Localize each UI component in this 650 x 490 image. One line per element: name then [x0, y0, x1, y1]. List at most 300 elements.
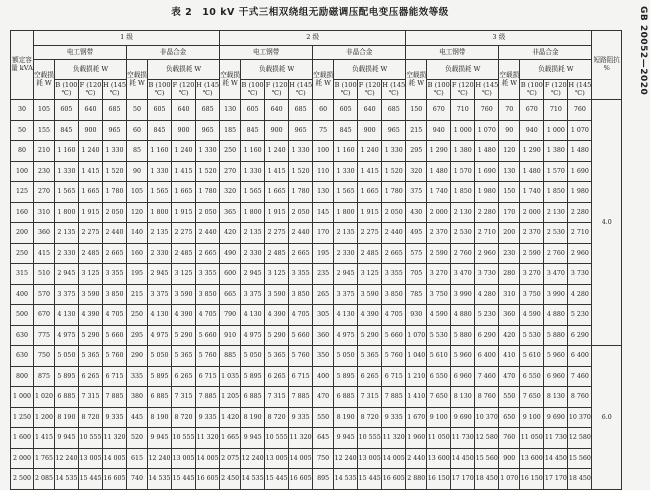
loss-value-cell: 1 765: [34, 448, 55, 469]
loss-value-cell: 1 160: [334, 141, 358, 162]
loss-value-cell: 100: [313, 141, 334, 162]
insulation-h-header: H (145 ℃): [382, 80, 406, 100]
loss-value-cell: 10 555: [358, 428, 382, 449]
grade-header: 1 级: [34, 31, 220, 46]
loss-value-cell: 9 335: [103, 407, 127, 428]
loss-value-cell: 1 565: [147, 182, 171, 203]
insulation-f-header: F (120 ℃): [172, 80, 196, 100]
loss-value-cell: 6 715: [196, 366, 220, 387]
loss-value-cell: 1 665: [220, 428, 241, 449]
loss-value-cell: 85: [127, 141, 148, 162]
loss-value-cell: 17 170: [451, 469, 475, 490]
loss-value-cell: 750: [34, 346, 55, 367]
loss-value-cell: 1 780: [196, 182, 220, 203]
loss-value-cell: 9 335: [382, 407, 406, 428]
loss-value-cell: 1 160: [147, 141, 171, 162]
loss-value-cell: 1 210: [406, 366, 427, 387]
loss-value-cell: 5 530: [427, 325, 451, 346]
loss-value-cell: 60: [313, 100, 334, 121]
loss-value-cell: 12 240: [147, 448, 171, 469]
loss-value-cell: 1 520: [382, 161, 406, 182]
material-amorphous-header: 非晶合金: [127, 46, 220, 60]
loss-value-cell: 8 720: [78, 407, 102, 428]
capacity-cell: 250: [11, 243, 34, 264]
loss-value-cell: 1 670: [406, 407, 427, 428]
loss-value-cell: 16 150: [427, 469, 451, 490]
loss-value-cell: 16 605: [382, 469, 406, 490]
loss-value-cell: 3 850: [289, 284, 313, 305]
loss-value-cell: 490: [220, 243, 241, 264]
loss-value-cell: 13 600: [520, 448, 544, 469]
loss-value-cell: 650: [499, 407, 520, 428]
loss-value-cell: 4 590: [427, 305, 451, 326]
loss-value-cell: 2 130: [451, 202, 475, 223]
loss-value-cell: 3 730: [475, 264, 499, 285]
loss-value-cell: 3 470: [451, 264, 475, 285]
loss-value-cell: 6 400: [475, 346, 499, 367]
loss-value-cell: 1 000: [544, 120, 568, 141]
loss-value-cell: 155: [34, 120, 55, 141]
loss-value-cell: 670: [520, 100, 544, 121]
table-row: [11, 346, 622, 367]
insulation-b-header: B (100 ℃): [241, 80, 265, 100]
loss-value-cell: 3 125: [265, 264, 289, 285]
loss-value-cell: 8 190: [334, 407, 358, 428]
loss-value-cell: 750: [313, 448, 334, 469]
loss-value-cell: 270: [220, 161, 241, 182]
loss-value-cell: 16 150: [520, 469, 544, 490]
loss-value-cell: 845: [334, 120, 358, 141]
loss-value-cell: 2 330: [54, 243, 78, 264]
no-load-loss-header: 空载损耗 W: [34, 60, 55, 100]
loss-value-cell: 15 445: [265, 469, 289, 490]
loss-value-cell: 280: [499, 264, 520, 285]
loss-value-cell: 5 660: [289, 325, 313, 346]
insulation-f-header: F (120 ℃): [451, 80, 475, 100]
loss-value-cell: 215: [406, 120, 427, 141]
loss-value-cell: 1 330: [382, 141, 406, 162]
loss-value-cell: 1 800: [334, 202, 358, 223]
loss-value-cell: 6 885: [241, 387, 265, 408]
loss-value-cell: 8 760: [475, 387, 499, 408]
loss-value-cell: 7 650: [520, 387, 544, 408]
loss-value-cell: 1 915: [358, 202, 382, 223]
no-load-loss-header: 空载损耗 W: [499, 60, 520, 100]
loss-value-cell: 2 275: [172, 223, 196, 244]
loss-value-cell: 7 315: [172, 387, 196, 408]
loss-value-cell: 1 480: [568, 141, 592, 162]
loss-value-cell: 105: [34, 100, 55, 121]
loss-value-cell: 6 400: [568, 346, 592, 367]
loss-value-cell: 360: [499, 305, 520, 326]
loss-value-cell: 2 530: [544, 223, 568, 244]
material-cu-header: 电工钢带: [34, 46, 127, 60]
loss-value-cell: 3 270: [427, 264, 451, 285]
loss-value-cell: 50: [127, 100, 148, 121]
loss-value-cell: 5 895: [147, 366, 171, 387]
loss-value-cell: 7 460: [475, 366, 499, 387]
loss-value-cell: 790: [220, 305, 241, 326]
loss-value-cell: 1 205: [220, 387, 241, 408]
capacity-cell: 400: [11, 284, 34, 305]
loss-value-cell: 7 460: [568, 366, 592, 387]
loss-value-cell: 3 355: [382, 264, 406, 285]
loss-value-cell: 5 365: [358, 346, 382, 367]
loss-value-cell: 900: [358, 120, 382, 141]
loss-value-cell: 230: [34, 161, 55, 182]
loss-value-cell: 1 330: [147, 161, 171, 182]
loss-value-cell: 1 480: [427, 161, 451, 182]
loss-value-cell: 2 330: [241, 243, 265, 264]
loss-value-cell: 5 880: [451, 325, 475, 346]
loss-value-cell: 1 290: [520, 141, 544, 162]
loss-value-cell: 445: [127, 407, 148, 428]
loss-value-cell: 15 560: [475, 448, 499, 469]
insulation-b-header: B (100 ℃): [520, 80, 544, 100]
loss-value-cell: 2 590: [520, 243, 544, 264]
loss-value-cell: 14 535: [334, 469, 358, 490]
loss-value-cell: 2 085: [34, 469, 55, 490]
table-row: [11, 243, 622, 264]
loss-value-cell: 3 375: [54, 284, 78, 305]
loss-value-cell: 845: [241, 120, 265, 141]
loss-value-cell: 9 690: [451, 407, 475, 428]
loss-value-cell: 14 005: [289, 448, 313, 469]
insulation-b-header: B (100 ℃): [427, 80, 451, 100]
loss-value-cell: 5 290: [172, 325, 196, 346]
table-row: [11, 325, 622, 346]
loss-value-cell: 900: [499, 448, 520, 469]
loss-value-cell: 11 050: [520, 428, 544, 449]
loss-value-cell: 2 275: [78, 223, 102, 244]
loss-value-cell: 2 960: [475, 243, 499, 264]
loss-value-cell: 2 135: [241, 223, 265, 244]
loss-value-cell: 1 330: [103, 141, 127, 162]
loss-value-cell: 14 535: [241, 469, 265, 490]
loss-value-cell: 2 960: [568, 243, 592, 264]
loss-value-cell: 4 390: [358, 305, 382, 326]
loss-value-cell: 4 130: [147, 305, 171, 326]
loss-value-cell: 295: [406, 141, 427, 162]
loss-value-cell: 6 265: [78, 366, 102, 387]
capacity-cell: 1 250: [11, 407, 34, 428]
loss-value-cell: 900: [78, 120, 102, 141]
loss-value-cell: 6 550: [427, 366, 451, 387]
loss-value-cell: 1 290: [427, 141, 451, 162]
loss-value-cell: 5 290: [78, 325, 102, 346]
loss-value-cell: 900: [265, 120, 289, 141]
loss-value-cell: 14 450: [544, 448, 568, 469]
loss-value-cell: 5 760: [196, 346, 220, 367]
loss-value-cell: 11 320: [289, 428, 313, 449]
loss-value-cell: 2 370: [427, 223, 451, 244]
loss-value-cell: 2 760: [451, 243, 475, 264]
loss-value-cell: 18 450: [568, 469, 592, 490]
loss-value-cell: 9 335: [289, 407, 313, 428]
loss-value-cell: 8 720: [172, 407, 196, 428]
loss-value-cell: 4 880: [451, 305, 475, 326]
loss-value-cell: 1 420: [220, 407, 241, 428]
table-row: [11, 141, 622, 162]
loss-value-cell: 11 730: [544, 428, 568, 449]
capacity-cell: 1 600: [11, 428, 34, 449]
loss-value-cell: 415: [34, 243, 55, 264]
loss-value-cell: 380: [127, 387, 148, 408]
table-row: [11, 428, 622, 449]
loss-value-cell: 145: [313, 202, 334, 223]
loss-value-cell: 2 050: [289, 202, 313, 223]
loss-value-cell: 2 530: [451, 223, 475, 244]
loss-value-cell: 685: [289, 100, 313, 121]
loss-value-cell: 295: [127, 325, 148, 346]
loss-value-cell: 250: [220, 141, 241, 162]
loss-value-cell: 6 290: [568, 325, 592, 346]
loss-value-cell: 4 705: [103, 305, 127, 326]
loss-value-cell: 7 650: [427, 387, 451, 408]
loss-value-cell: 2 370: [520, 223, 544, 244]
loss-value-cell: 1 415: [358, 161, 382, 182]
loss-value-cell: 550: [313, 407, 334, 428]
loss-value-cell: 1 740: [520, 182, 544, 203]
loss-value-cell: 5 660: [382, 325, 406, 346]
material-amorphous-header: 非晶合金: [313, 46, 406, 60]
loss-value-cell: 760: [499, 428, 520, 449]
loss-value-cell: 5 960: [544, 346, 568, 367]
loss-value-cell: 290: [127, 346, 148, 367]
loss-value-cell: 1 160: [241, 141, 265, 162]
loss-value-cell: 5 760: [382, 346, 406, 367]
loss-value-cell: 1 665: [265, 182, 289, 203]
loss-value-cell: 760: [568, 100, 592, 121]
loss-value-cell: 230: [499, 243, 520, 264]
loss-value-cell: 6 885: [334, 387, 358, 408]
loss-value-cell: 2 135: [334, 223, 358, 244]
rated-capacity-header: 额定容量 kVA: [11, 31, 34, 100]
loss-value-cell: 575: [406, 243, 427, 264]
loss-value-cell: 2 440: [103, 223, 127, 244]
loss-value-cell: 235: [313, 264, 334, 285]
efficiency-table: [10, 30, 622, 490]
loss-value-cell: 4 880: [544, 305, 568, 326]
loss-value-cell: 5 050: [54, 346, 78, 367]
loss-value-cell: 4 390: [265, 305, 289, 326]
loss-value-cell: 1 915: [172, 202, 196, 223]
loss-value-cell: 495: [406, 223, 427, 244]
loss-value-cell: 5 050: [241, 346, 265, 367]
loss-value-cell: 9 945: [241, 428, 265, 449]
loss-value-cell: 6 885: [54, 387, 78, 408]
loss-value-cell: 2 880: [406, 469, 427, 490]
loss-value-cell: 2 135: [54, 223, 78, 244]
loss-value-cell: 170: [499, 202, 520, 223]
loss-value-cell: 7 315: [78, 387, 102, 408]
loss-value-cell: 2 000: [427, 202, 451, 223]
loss-value-cell: 1 330: [54, 161, 78, 182]
loss-value-cell: 13 005: [265, 448, 289, 469]
loss-value-cell: 1 330: [289, 141, 313, 162]
loss-value-cell: 14 005: [382, 448, 406, 469]
loss-value-cell: 1 800: [241, 202, 265, 223]
loss-value-cell: 615: [127, 448, 148, 469]
loss-value-cell: 1 070: [568, 120, 592, 141]
loss-value-cell: 15 445: [172, 469, 196, 490]
loss-value-cell: 4 280: [568, 284, 592, 305]
loss-value-cell: 1 415: [265, 161, 289, 182]
table-row: [11, 366, 622, 387]
loss-value-cell: 2 665: [382, 243, 406, 264]
loss-value-cell: 185: [220, 120, 241, 141]
loss-value-cell: 6 265: [172, 366, 196, 387]
loss-value-cell: 3 375: [241, 284, 265, 305]
table-row: [11, 305, 622, 326]
table-row: [11, 182, 622, 203]
loss-value-cell: 2 280: [475, 202, 499, 223]
loss-value-cell: 1 415: [78, 161, 102, 182]
loss-value-cell: 11 730: [451, 428, 475, 449]
loss-value-cell: 2 135: [147, 223, 171, 244]
loss-value-cell: 2 590: [427, 243, 451, 264]
loss-value-cell: 640: [265, 100, 289, 121]
loss-value-cell: 930: [406, 305, 427, 326]
table-row: [11, 407, 622, 428]
load-loss-header: 负载损耗 W: [520, 60, 592, 80]
loss-value-cell: 110: [313, 161, 334, 182]
loss-value-cell: 665: [220, 284, 241, 305]
loss-value-cell: 3 355: [103, 264, 127, 285]
loss-value-cell: 2 710: [475, 223, 499, 244]
loss-value-cell: 5 660: [103, 325, 127, 346]
loss-value-cell: 605: [147, 100, 171, 121]
loss-value-cell: 965: [289, 120, 313, 141]
loss-value-cell: 17 170: [544, 469, 568, 490]
loss-value-cell: 90: [499, 120, 520, 141]
loss-value-cell: 4 975: [54, 325, 78, 346]
loss-value-cell: 670: [34, 305, 55, 326]
loss-value-cell: 895: [313, 469, 334, 490]
loss-value-cell: 8 130: [544, 387, 568, 408]
loss-value-cell: 4 975: [241, 325, 265, 346]
loss-value-cell: 195: [313, 243, 334, 264]
loss-value-cell: 1 035: [220, 366, 241, 387]
loss-value-cell: 2 665: [103, 243, 127, 264]
loss-value-cell: 1 570: [451, 161, 475, 182]
loss-value-cell: 1 665: [172, 182, 196, 203]
capacity-cell: 800: [11, 366, 34, 387]
loss-value-cell: 12 580: [568, 428, 592, 449]
loss-value-cell: 1 850: [544, 182, 568, 203]
no-load-loss-header: 空载损耗 W: [127, 60, 148, 100]
loss-value-cell: 8 190: [147, 407, 171, 428]
loss-value-cell: 400: [313, 366, 334, 387]
capacity-cell: 30: [11, 100, 34, 121]
loss-value-cell: 4 390: [78, 305, 102, 326]
loss-value-cell: 105: [127, 182, 148, 203]
loss-value-cell: 360: [34, 223, 55, 244]
load-loss-header: 负载损耗 W: [241, 60, 313, 80]
loss-value-cell: 12 580: [475, 428, 499, 449]
loss-value-cell: 90: [127, 161, 148, 182]
loss-value-cell: 1 690: [475, 161, 499, 182]
loss-value-cell: 2 485: [78, 243, 102, 264]
loss-value-cell: 150: [499, 182, 520, 203]
loss-value-cell: 160: [127, 243, 148, 264]
loss-value-cell: 365: [220, 202, 241, 223]
loss-value-cell: 16 605: [103, 469, 127, 490]
table-row: [11, 161, 622, 182]
loss-value-cell: 3 270: [520, 264, 544, 285]
loss-value-cell: 2 665: [289, 243, 313, 264]
loss-value-cell: 350: [313, 346, 334, 367]
capacity-cell: 200: [11, 223, 34, 244]
loss-value-cell: 430: [406, 202, 427, 223]
loss-value-cell: 1 570: [544, 161, 568, 182]
loss-value-cell: 1 665: [78, 182, 102, 203]
standard-number: GB 20052—2020: [638, 6, 648, 96]
loss-value-cell: 5 530: [520, 325, 544, 346]
loss-value-cell: 3 750: [427, 284, 451, 305]
loss-value-cell: 1 800: [147, 202, 171, 223]
loss-value-cell: 1 200: [34, 407, 55, 428]
loss-value-cell: 2 760: [544, 243, 568, 264]
loss-value-cell: 4 130: [54, 305, 78, 326]
loss-value-cell: 12 240: [334, 448, 358, 469]
loss-value-cell: 11 320: [103, 428, 127, 449]
loss-value-cell: 845: [54, 120, 78, 141]
loss-value-cell: 1 415: [34, 428, 55, 449]
loss-value-cell: 8 760: [568, 387, 592, 408]
loss-value-cell: 130: [499, 161, 520, 182]
loss-value-cell: 1 960: [406, 428, 427, 449]
loss-value-cell: 605: [334, 100, 358, 121]
loss-value-cell: 70: [499, 100, 520, 121]
loss-value-cell: 6 290: [475, 325, 499, 346]
loss-value-cell: 2 710: [568, 223, 592, 244]
loss-value-cell: 875: [34, 366, 55, 387]
loss-value-cell: 600: [220, 264, 241, 285]
insulation-f-header: F (120 ℃): [78, 80, 102, 100]
loss-value-cell: 10 555: [265, 428, 289, 449]
loss-value-cell: 8 720: [265, 407, 289, 428]
loss-value-cell: 14 005: [103, 448, 127, 469]
loss-value-cell: 5 895: [54, 366, 78, 387]
loss-value-cell: 1 240: [172, 141, 196, 162]
loss-value-cell: 8 190: [54, 407, 78, 428]
loss-value-cell: 1 240: [358, 141, 382, 162]
loss-value-cell: 9 690: [544, 407, 568, 428]
loss-value-cell: 940: [520, 120, 544, 141]
loss-value-cell: 5 760: [103, 346, 127, 367]
capacity-cell: 125: [11, 182, 34, 203]
table-header: [11, 31, 622, 100]
loss-value-cell: 3 375: [147, 284, 171, 305]
loss-value-cell: 4 705: [382, 305, 406, 326]
no-load-loss-header: 空载损耗 W: [220, 60, 241, 100]
loss-value-cell: 510: [34, 264, 55, 285]
loss-value-cell: 470: [313, 387, 334, 408]
loss-value-cell: 15 445: [358, 469, 382, 490]
loss-value-cell: 965: [196, 120, 220, 141]
loss-value-cell: 6 715: [289, 366, 313, 387]
loss-value-cell: 15 560: [568, 448, 592, 469]
loss-value-cell: 215: [127, 284, 148, 305]
loss-value-cell: 1 690: [568, 161, 592, 182]
capacity-cell: 100: [11, 161, 34, 182]
loss-value-cell: 1 070: [406, 325, 427, 346]
load-loss-header: 负载损耗 W: [54, 60, 126, 80]
loss-value-cell: 1 780: [289, 182, 313, 203]
loss-value-cell: 2 050: [196, 202, 220, 223]
loss-value-cell: 2 275: [358, 223, 382, 244]
